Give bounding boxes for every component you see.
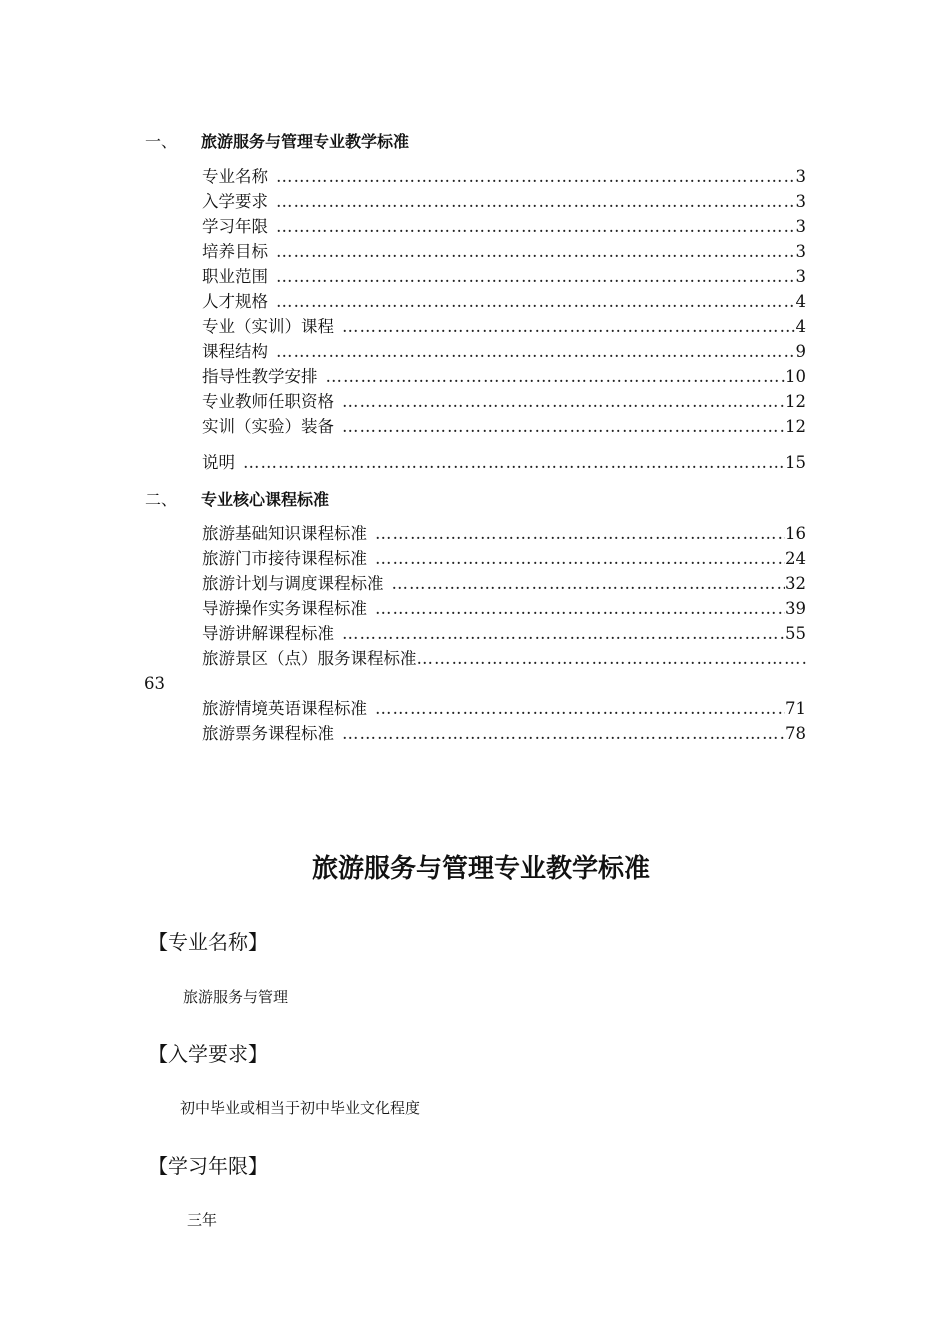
toc-section-heading bbox=[145, 487, 329, 510]
toc-leader-dots bbox=[276, 164, 796, 189]
toc-entry[interactable] bbox=[202, 164, 806, 189]
document-title: 旅游服务与管理专业教学标准 bbox=[311, 854, 650, 884]
toc-entry[interactable] bbox=[144, 646, 806, 693]
toc-leader-dots bbox=[342, 314, 796, 339]
toc-entry-page: 78 bbox=[785, 724, 806, 743]
toc-leader-dots bbox=[392, 571, 786, 596]
toc-entry-label: 说明 bbox=[202, 453, 235, 472]
toc-entry-page: 16 bbox=[785, 524, 806, 543]
toc-entry-page: 63 bbox=[144, 674, 165, 693]
toc-entry-page: 3 bbox=[795, 167, 806, 186]
toc-entry-page: 3 bbox=[795, 242, 806, 261]
toc-entry[interactable] bbox=[202, 621, 806, 646]
toc-entry[interactable] bbox=[202, 596, 806, 621]
toc-entry-label: 旅游情境英语课程标准 bbox=[202, 699, 367, 718]
toc-section-2-list bbox=[144, 521, 806, 746]
toc-entry[interactable] bbox=[202, 389, 806, 414]
toc-entry-label: 专业名称 bbox=[202, 167, 268, 186]
toc-entry-page: 4 bbox=[795, 317, 806, 336]
toc-entry-label: 旅游景区（点）服务课程标准 bbox=[202, 649, 417, 668]
block-heading-admission: 【入学要求】 bbox=[148, 1042, 268, 1066]
toc-leader-dots bbox=[243, 450, 785, 475]
toc-leader-dots bbox=[342, 621, 785, 646]
toc-entry-page: 55 bbox=[785, 624, 806, 643]
toc-leader-dots bbox=[375, 546, 785, 571]
toc-leader-dots bbox=[276, 339, 796, 364]
toc-entry-page: 71 bbox=[785, 699, 806, 718]
toc-entry-label: 旅游门市接待课程标准 bbox=[202, 549, 367, 568]
toc-entry-page: 12 bbox=[785, 392, 806, 411]
toc-entry-page: 12 bbox=[785, 417, 806, 436]
toc-entry-page: 3 bbox=[795, 217, 806, 236]
toc-entry-label: 入学要求 bbox=[202, 192, 268, 211]
toc-entry[interactable] bbox=[202, 521, 806, 546]
block-body-admission: 初中毕业或相当于初中毕业文化程度 bbox=[180, 1099, 421, 1117]
block-body-major-name: 旅游服务与管理 bbox=[183, 988, 289, 1006]
toc-entry-label: 学习年限 bbox=[202, 217, 268, 236]
toc-entry-label: 导游讲解课程标准 bbox=[202, 624, 334, 643]
toc-entry-page: 9 bbox=[795, 342, 806, 361]
toc-leader-dots bbox=[375, 696, 785, 721]
toc-leader-dots bbox=[342, 389, 785, 414]
toc-entry[interactable] bbox=[202, 214, 806, 239]
toc-entry-label: 人才规格 bbox=[202, 292, 268, 311]
toc-leader-dots bbox=[276, 264, 796, 289]
toc-entry[interactable] bbox=[202, 339, 806, 364]
toc-entry[interactable] bbox=[202, 289, 806, 314]
toc-entry[interactable] bbox=[202, 450, 806, 475]
toc-leader-dots bbox=[276, 239, 796, 264]
toc-leader-dots bbox=[342, 721, 785, 746]
toc-leader-dots bbox=[375, 521, 785, 546]
toc-entry[interactable] bbox=[202, 364, 806, 389]
toc-section-heading bbox=[145, 129, 409, 152]
toc-entry-label: 课程结构 bbox=[202, 342, 268, 361]
toc-entry-label: 职业范围 bbox=[202, 267, 268, 286]
toc-entry-label: 实训（实验）装备 bbox=[202, 417, 334, 436]
toc-entry-label: 培养目标 bbox=[202, 242, 268, 261]
block-body-duration: 三年 bbox=[187, 1211, 218, 1229]
toc-section-number: 一、 bbox=[145, 132, 178, 151]
toc-section-number: 二、 bbox=[145, 490, 178, 509]
toc-entry[interactable] bbox=[202, 239, 806, 264]
block-heading-major-name: 【专业名称】 bbox=[148, 930, 268, 954]
toc-entry-page: 4 bbox=[795, 292, 806, 311]
toc-entry-label: 旅游基础知识课程标准 bbox=[202, 524, 367, 543]
block-heading-duration: 【学习年限】 bbox=[148, 1154, 268, 1178]
toc-section-1-list bbox=[202, 164, 806, 475]
toc-entry[interactable] bbox=[202, 314, 806, 339]
toc-entry[interactable] bbox=[202, 189, 806, 214]
toc-leader-dots bbox=[417, 646, 807, 671]
toc-entry-label: 专业教师任职资格 bbox=[202, 392, 334, 411]
toc-section-title[interactable]: 旅游服务与管理专业教学标准 bbox=[201, 132, 410, 151]
toc-entry[interactable] bbox=[202, 546, 806, 571]
toc-entry[interactable] bbox=[202, 414, 806, 439]
toc-entry[interactable] bbox=[202, 696, 806, 721]
toc-entry-label: 旅游票务课程标准 bbox=[202, 724, 334, 743]
toc-leader-dots bbox=[375, 596, 785, 621]
toc-entry[interactable] bbox=[202, 264, 806, 289]
toc-entry-page: 24 bbox=[785, 549, 806, 568]
toc-leader-dots bbox=[276, 289, 796, 314]
toc-leader-dots bbox=[276, 189, 796, 214]
toc-entry-page: 39 bbox=[785, 599, 806, 618]
toc-entry-page: 3 bbox=[795, 267, 806, 286]
toc-leader-dots bbox=[342, 414, 785, 439]
toc-entry-page: 3 bbox=[795, 192, 806, 211]
toc-section-title[interactable]: 专业核心课程标准 bbox=[201, 490, 330, 509]
toc-entry-label: 专业（实训）课程 bbox=[202, 317, 334, 336]
toc-entry-label: 导游操作实务课程标准 bbox=[202, 599, 367, 618]
toc-leader-dots bbox=[276, 214, 796, 239]
toc-entry-page: 32 bbox=[785, 574, 806, 593]
toc-entry-label: 指导性教学安排 bbox=[202, 367, 318, 386]
toc-entry[interactable] bbox=[202, 571, 806, 596]
toc-entry-label: 旅游计划与调度课程标准 bbox=[202, 574, 384, 593]
toc-entry-page: 10 bbox=[785, 367, 806, 386]
toc-entry[interactable] bbox=[202, 721, 806, 746]
toc-leader-dots bbox=[326, 364, 786, 389]
toc-entry-page: 15 bbox=[785, 453, 806, 472]
